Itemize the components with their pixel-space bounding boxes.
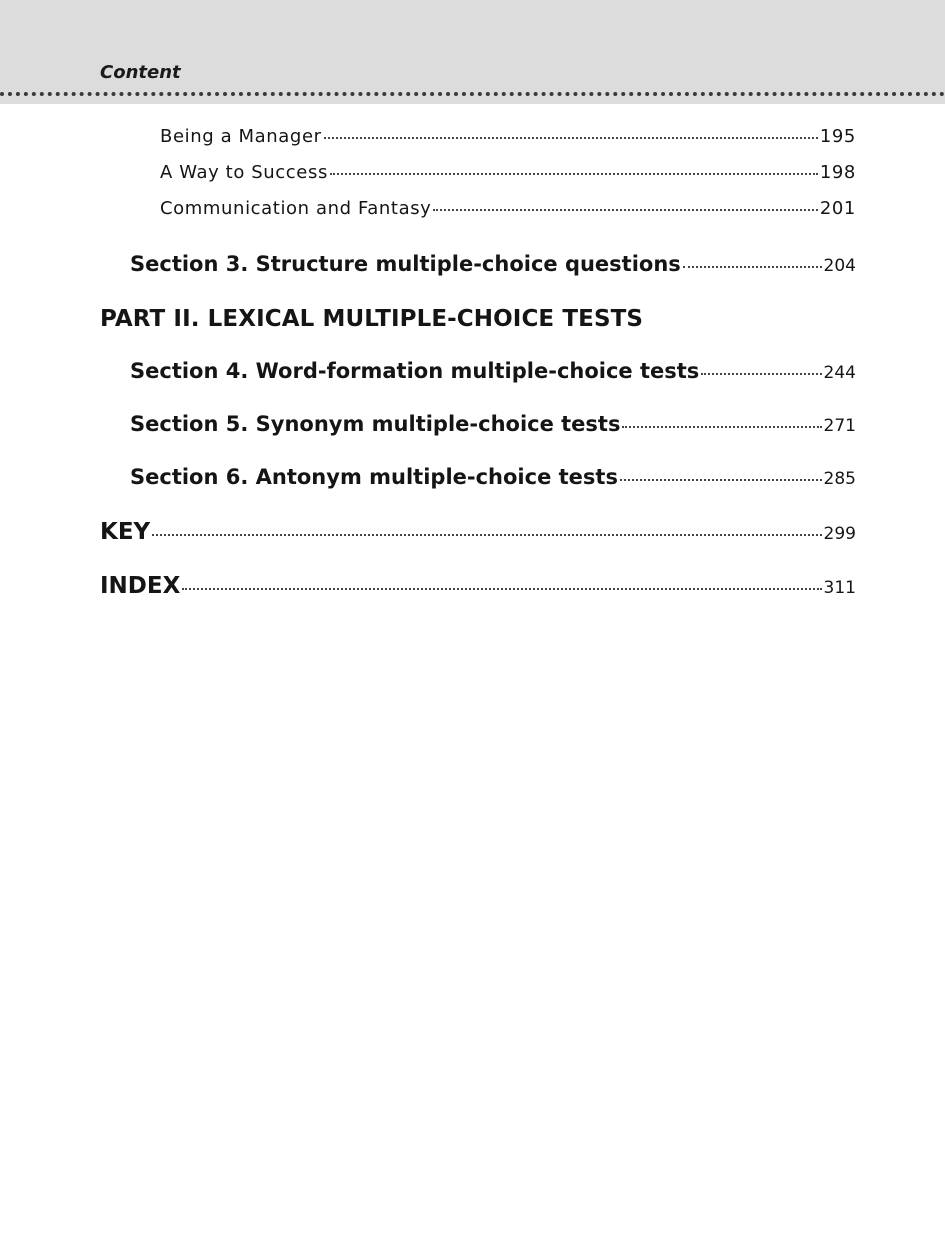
dotted-divider [0,92,945,96]
toc-entry-page: 311 [823,578,856,598]
dot-leader [701,373,821,375]
toc-entry-title: KEY [100,519,151,545]
toc-entry-section-3[interactable] [130,252,856,276]
dot-leader [622,426,821,428]
dot-leader [182,588,821,590]
toc-entry-page: 285 [823,469,856,489]
page-header [0,0,945,104]
toc-entry-title: Section 4. Word-formation multiple-choice tests [130,359,700,383]
toc-entry-section-4[interactable] [130,359,856,383]
toc-entry-a-way-to-success[interactable] [160,162,856,183]
header-title: Content [100,62,181,83]
toc-entry-page: 201 [819,198,856,219]
toc-entry-title: Being a Manager [160,126,322,147]
toc-entry-key[interactable] [100,519,856,545]
dot-leader [324,137,818,139]
toc-entry-title: A Way to Success [160,162,328,183]
toc-entry-section-5[interactable] [130,412,856,436]
toc-entry-page: 198 [819,162,856,183]
dot-leader [433,209,817,211]
toc-entry-page: 195 [819,126,856,147]
toc-entry-page: 204 [823,256,856,276]
part-heading: PART II. LEXICAL MULTIPLE-CHOICE TESTS [100,306,644,332]
toc-entry-title: Section 5. Synonym multiple-choice tests [130,412,621,436]
toc-entry-title: Section 3. Structure multiple-choice questions [130,252,681,276]
toc-entry-page: 299 [823,524,856,544]
toc-entry-being-a-manager[interactable] [160,126,856,147]
dot-leader [330,173,818,175]
toc-entry-title: Communication and Fantasy [160,198,432,219]
toc-entry-section-6[interactable] [130,465,856,489]
toc-entry-page: 271 [823,416,856,436]
dot-leader [683,266,822,268]
dot-leader [620,479,822,481]
toc-entry-page: 244 [823,363,856,383]
toc-entry-index[interactable] [100,573,856,599]
toc-entry-communication-and-fantasy[interactable] [160,198,856,219]
dot-leader [152,534,821,536]
toc-entry-title: INDEX [100,573,181,599]
toc-entry-title: Section 6. Antonym multiple-choice tests [130,465,618,489]
